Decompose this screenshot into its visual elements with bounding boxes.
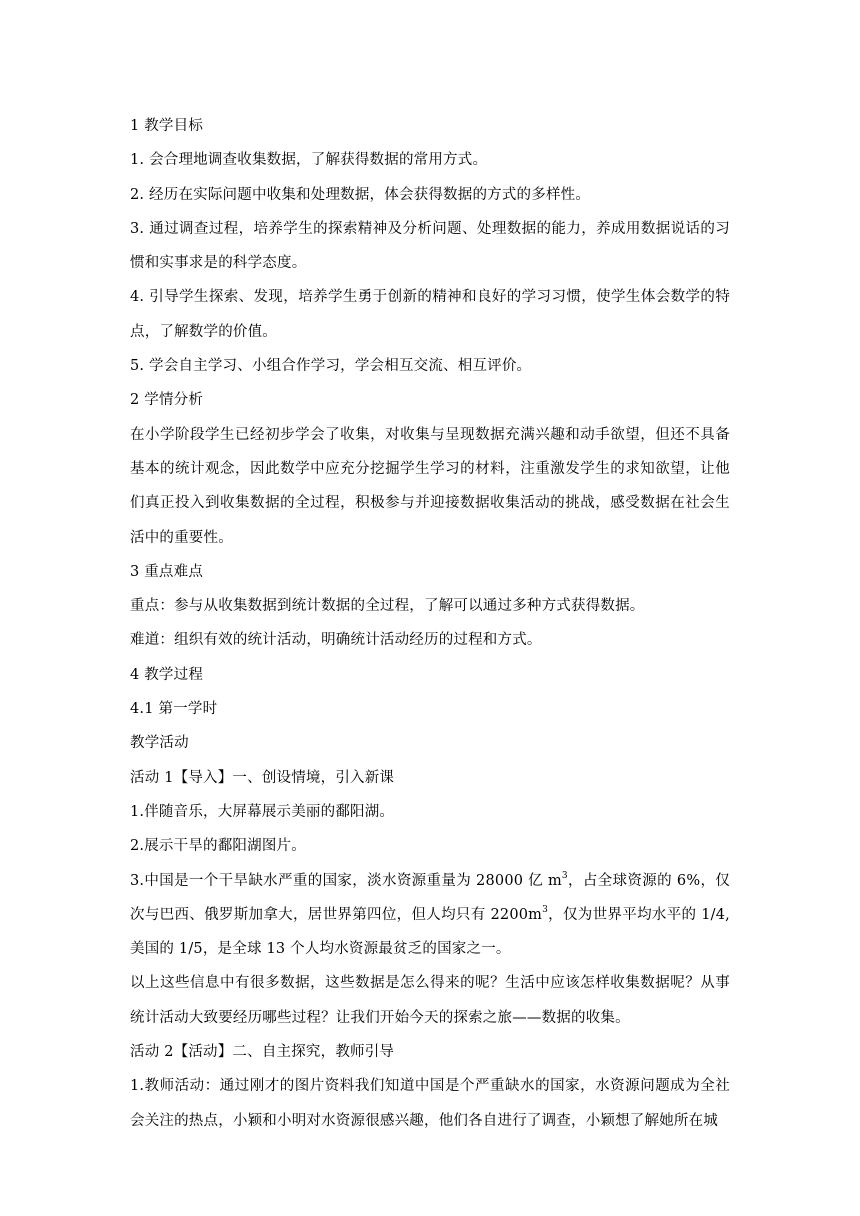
activity-2-title: 活动 2【活动】二、自主探究，教师引导 bbox=[130, 1044, 395, 1061]
heading-key-difficult-points: 3 重点难点 bbox=[130, 563, 204, 580]
heading-teaching-goals: 1 教学目标 bbox=[130, 118, 204, 134]
goal-item-2: 2. 经历在实际问题中收集和处理数据，体会获得数据的方式的多样性。 bbox=[130, 186, 591, 203]
subheading-teaching-activity: 教学活动 bbox=[130, 735, 189, 752]
goal-item-1: 1. 会合理地调查收集数据，了解获得数据的常用方式。 bbox=[130, 152, 488, 169]
heading-teaching-process: 4 教学过程 bbox=[130, 666, 204, 683]
activity-1-step-1: 1.伴随音乐，大屏幕展示美丽的鄱阳湖。 bbox=[130, 803, 395, 820]
activity-1-step-2: 2.展示干旱的鄱阳湖图片。 bbox=[130, 838, 306, 855]
goal-item-5: 5. 学会自主学习、小组合作学习，学会相互交流、相互评价。 bbox=[130, 358, 532, 375]
goal-item-3: 3. 通过调查过程，培养学生的探索精神及分析问题、处理数据的能力，养成用数据说话的习惯和实事求是的科学态度。 bbox=[130, 220, 730, 272]
step-3-text-c: ，仅为世界平均水平的 1/4,美国的 1/5，是全球 13 个人均水资源最贫乏的国家之一。 bbox=[130, 906, 730, 958]
student-analysis-paragraph: 在小学阶段学生已经初步学会了收集，对收集与呈现数据充满兴趣和动手欲望，但还不具备基本的统计观念，因此数学中应充分挖掘学生学习的材料，注重激发学生的求知欲望，让他们真正投入到收集数据的全过程，积极参与并迎接数据收集活动的挑战，感受数据在社会生活中的重要性。 bbox=[130, 426, 730, 546]
activity-2-step-1: 1.教师活动：通过刚才的图片资料我们知道中国是个严重缺水的国家，水资源问题成为全社会关注的热点，小颖和小明对水资源很感兴趣，他们各自进行了调查，小颖想了解她所在城 bbox=[130, 1078, 730, 1129]
difficult-point-paragraph: 难道：组织有效的统计活动，明确统计活动经历的过程和方式。 bbox=[130, 632, 542, 649]
activity-1-title: 活动 1【导入】一、创设情境，引入新课 bbox=[130, 769, 395, 786]
step-3-text-b: ，占全球资源的 6%，仅次与巴西、俄罗斯加拿大，居世界第四位，但人均只有 2200m bbox=[130, 872, 730, 923]
step-3-text-a: 3.中国是一个干旱缺水严重的国家，淡水资源重量为 28000 亿 m bbox=[130, 872, 562, 889]
heading-student-analysis: 2 学情分析 bbox=[130, 392, 204, 409]
activity-1-step-3 bbox=[130, 864, 730, 967]
subheading-first-period: 4.1 第一学时 bbox=[130, 701, 218, 718]
goal-item-4: 4. 引导学生探索、发现，培养学生勇于创新的精神和良好的学习习惯，使学生体会数学的特点，了解数学的价值。 bbox=[130, 289, 730, 340]
key-point-paragraph: 重点：参与从收集数据到统计数据的全过程，了解可以通过多种方式获得数据。 bbox=[130, 598, 645, 615]
intro-question-paragraph: 以上这些信息中有很多数据，这些数据是怎么得来的呢？生活中应该怎样收集数据呢？从事统计活动大致要经历哪些过程？让我们开始今天的探索之旅——数据的收集。 bbox=[130, 975, 730, 1026]
superscript-3: 3 bbox=[542, 905, 549, 915]
superscript-3: 3 bbox=[561, 870, 568, 881]
document-body bbox=[130, 109, 730, 1138]
